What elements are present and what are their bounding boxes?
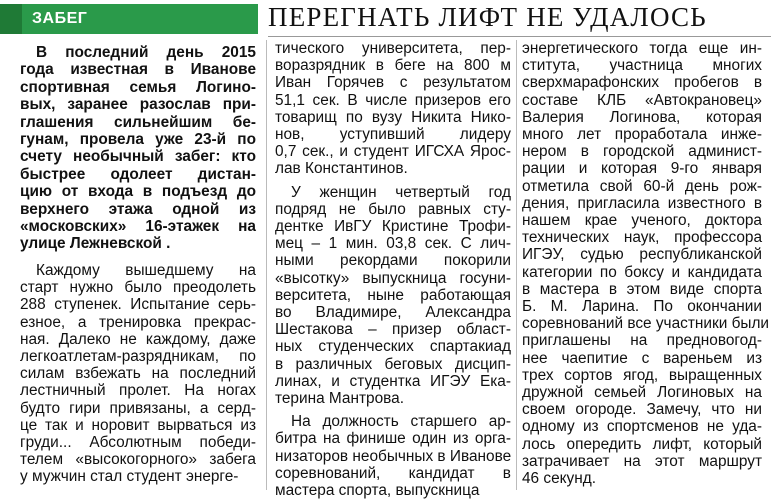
text-line: верситета, ныне работающая <box>275 286 511 304</box>
text-line: 288 ступенек. Испытание серь- <box>20 296 256 314</box>
text-line: одному из спортсменов не уда- <box>522 418 762 436</box>
text-line: цию от входа в подъезд до <box>20 183 256 201</box>
article-column-3 <box>522 40 770 488</box>
headline-rule <box>268 36 771 37</box>
text-line: низаторов необычных в Иванове <box>275 447 512 465</box>
text-line: года известная в Иванове <box>20 61 256 79</box>
text-line: составе КЛБ «Автокрановец» <box>522 91 762 109</box>
text-line: категории по боксу и кандидата <box>522 263 762 281</box>
article-column-1 <box>20 262 256 486</box>
text-line: отметила свой 60-й день рож- <box>522 177 762 195</box>
text-line: «высотку» выпускница госуни- <box>275 269 511 287</box>
text-line: ститута, участница многих <box>522 57 762 75</box>
text-line: Каждому вышедшему на <box>36 262 256 279</box>
section-rubric <box>0 4 258 34</box>
text-line: счету необычный забег: кто <box>20 148 256 166</box>
text-line: нером в городской админист- <box>522 143 762 161</box>
text-line: улице Лежневской . <box>20 235 171 253</box>
text-line: 51,1 сек. В числе призеров его <box>275 91 511 109</box>
text-line: дружной семьей Логиновых на <box>522 384 762 402</box>
text-line: силам взбежать на последний <box>20 365 256 383</box>
text-line: технических наук, профессора <box>522 229 762 247</box>
text-line: 0,7 сек., и студент ИГСХА Ярос- <box>275 143 511 161</box>
text-line: На должность старшего ар- <box>291 413 511 431</box>
text-line: энергетического тогда еще ин- <box>522 40 762 57</box>
text-line: соревнований, кандидат в <box>275 464 511 482</box>
text-line: ных студенческих спартакиад <box>275 338 511 356</box>
column-divider <box>516 40 517 490</box>
text-line: приглашены на предновогод- <box>522 332 762 350</box>
article-column-2 <box>275 40 511 499</box>
text-line: у мужчин стал студент энерге- <box>20 468 239 486</box>
text-line: лось опередить лифт, который <box>522 435 762 453</box>
text-line: ными рекордами покорили <box>275 252 511 270</box>
text-line: ИГЭУ, судью республиканской <box>522 246 762 264</box>
text-line: легкоатлетам-разрядникам, по <box>20 348 256 366</box>
article-headline: ПЕРЕГНАТЬ ЛИФТ НЕ УДАЛОСЬ <box>268 2 707 32</box>
text-line: гунам, провела уже 23-й по <box>20 131 256 149</box>
text-line: трех сортов ягод, выращенных <box>522 366 762 384</box>
text-line: старт нужно было преодолеть <box>20 279 256 297</box>
text-line: своем огороде. Замечу, что ни <box>522 401 762 419</box>
text-line: езное, а тренировка прекрас- <box>20 313 256 331</box>
text-line: тического университета, пер- <box>275 40 511 57</box>
text-line: будто гири привязаны, а серд- <box>20 399 256 417</box>
text-line: Шестакова – призер област- <box>275 321 511 339</box>
text-line: во Владимире, Александра <box>275 304 511 322</box>
text-line: лестничный пролет. На ногах <box>20 382 256 400</box>
text-line: глашения сильнейшим бе- <box>20 113 256 131</box>
text-line: в различных беговых дисцип- <box>275 355 511 373</box>
text-line: рации и которая 9-го января <box>522 160 762 178</box>
text-line: нашем крае ученого, доктора <box>522 212 762 230</box>
text-line: подряд не было равных сту- <box>275 200 511 218</box>
text-line: груди... Абсолютным победи- <box>20 434 256 452</box>
text-line: линах, и студентка ИГЭУ Ека- <box>275 372 511 390</box>
article-lead <box>20 44 256 253</box>
text-line: вых, заранее разослав при- <box>20 96 256 114</box>
text-line: Иван Горячев с результатом <box>275 74 511 92</box>
text-line: затрачивает на этот маршрут <box>522 452 762 470</box>
column-divider <box>266 40 267 490</box>
text-line: «московских» 16-этажек на <box>20 218 256 236</box>
text-line: дения, пригласила известного в <box>522 194 762 212</box>
text-line: терина Мантрова. <box>275 390 404 408</box>
text-line: ная. Далеко не каждому, даже <box>20 330 256 348</box>
text-line: воразрядник в беге на 800 м <box>275 57 511 75</box>
text-line: много лет проработала инже- <box>522 126 762 144</box>
text-line: дентке ИвГУ Кристине Трофи- <box>275 218 511 236</box>
text-line: мец – 1 мин. 03,8 сек. С лич- <box>275 235 511 253</box>
text-line: мастера спорта, выпускница <box>275 482 480 499</box>
text-line: верхнего этажа одной из <box>20 200 256 218</box>
text-line: сверхмарафонских пробегов в <box>522 74 762 92</box>
rubric-label: ЗАБЕГ <box>32 10 88 27</box>
text-line: нов, уступивший лидеру <box>275 126 511 144</box>
text-line: 46 секунд. <box>522 470 597 488</box>
text-line: лав Константинов. <box>275 160 408 178</box>
text-line: соревнований все участники были <box>522 315 770 333</box>
text-line: в мастера в этом виде спорта <box>522 280 762 298</box>
text-line: Б. М. Ларина. По окончании <box>522 298 762 316</box>
text-line: битра на финише один из орга- <box>275 430 511 448</box>
text-line: телем «высокогорного» забега <box>20 451 256 469</box>
text-line: це так и норовит вырваться из <box>20 416 256 434</box>
text-line: быстрее одолеет дистан- <box>20 165 256 183</box>
text-line: спортивная семья Логино- <box>20 78 256 96</box>
text-line: товарищ по вузу Никита Нико- <box>275 108 511 126</box>
text-line: Валерия Логинова, которая <box>522 108 762 126</box>
text-line: В последний день 2015 <box>36 44 256 61</box>
text-line: У женщин четвертый год <box>291 183 511 201</box>
text-line: нее чаепитие с вареньем из <box>522 349 762 367</box>
